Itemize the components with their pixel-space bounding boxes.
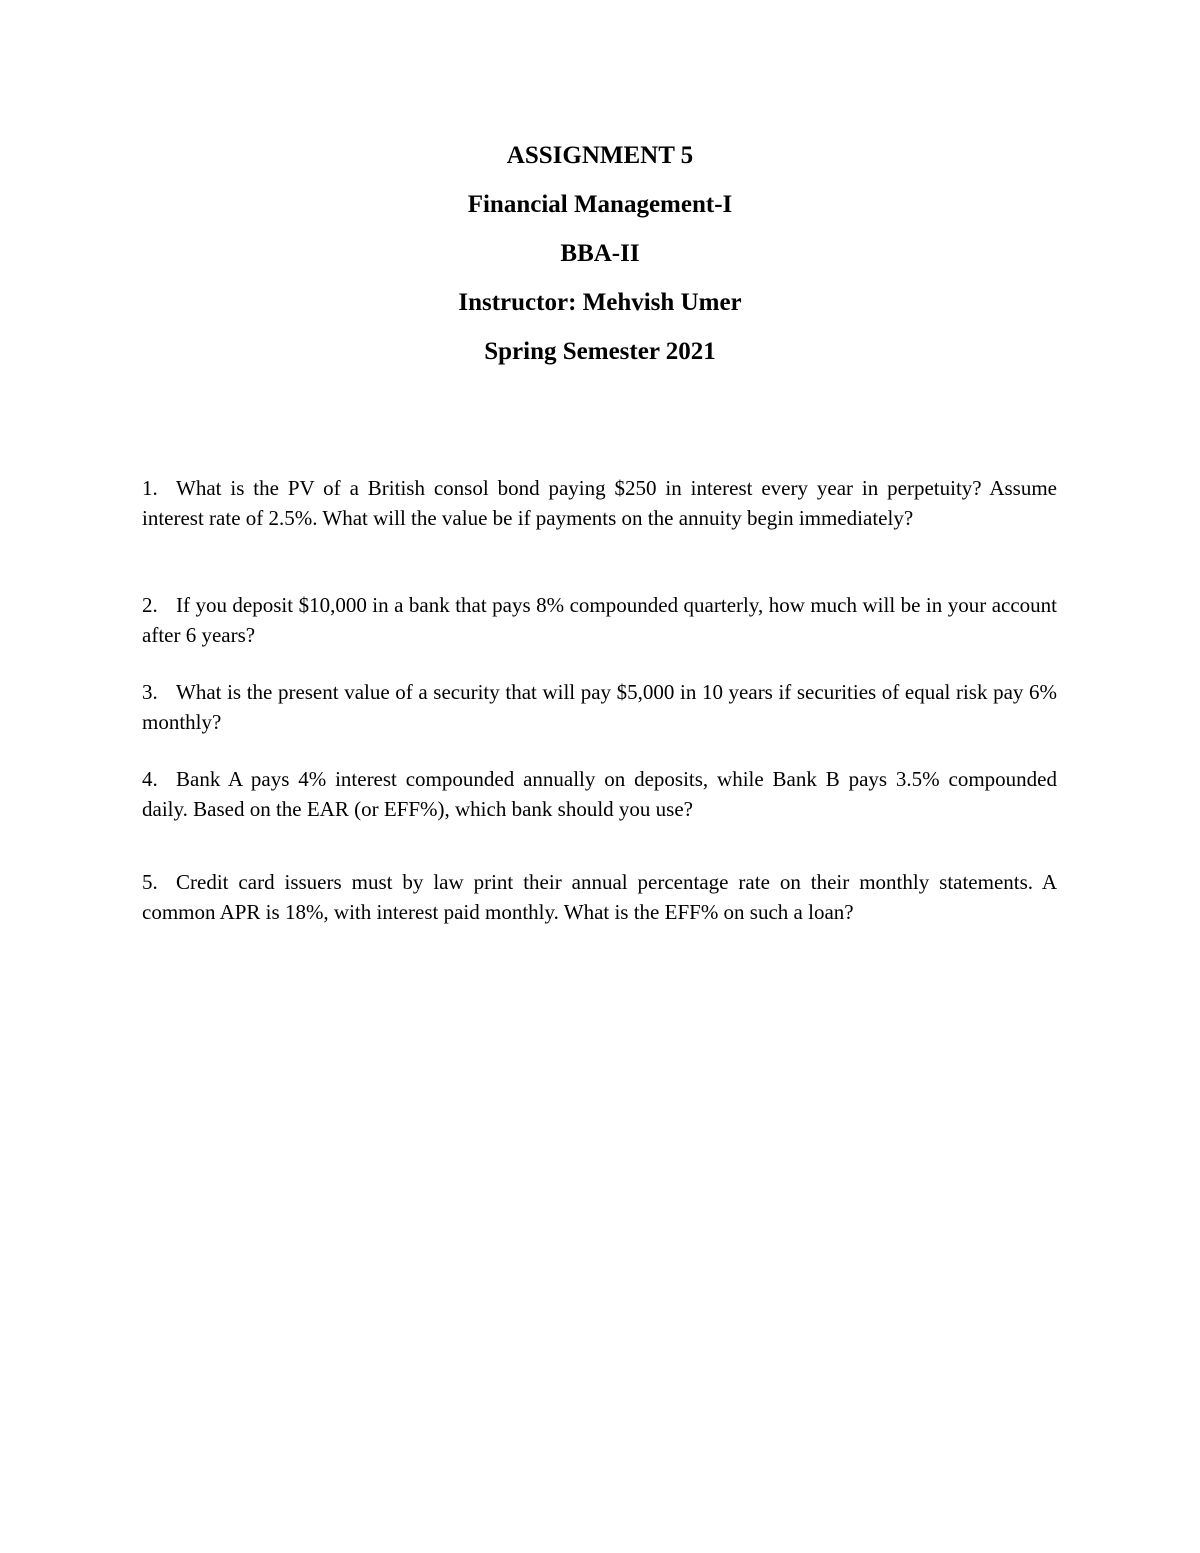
- question-text: Credit card issuers must by law print their annual percentage rate on their monthly statements. A common APR is 18%, with interest paid monthly. What is the EFF% on such a loan?: [142, 870, 1057, 924]
- question-5: [142, 867, 1057, 927]
- assignment-title: ASSIGNMENT 5: [506, 142, 694, 169]
- question-2: [142, 590, 1057, 650]
- question-3: [142, 677, 1057, 737]
- question-number: 3.: [142, 680, 158, 704]
- assignment-header: [0, 141, 1200, 386]
- instructor-name: Instructor: Mehvish Umer: [458, 289, 742, 316]
- question-number: 4.: [142, 767, 158, 791]
- program-name: BBA-II: [560, 240, 640, 267]
- question-text: If you deposit $10,000 in a bank that pays 8% compounded quarterly, how much will be in your account after 6 years?: [142, 593, 1057, 647]
- question-number: 1.: [142, 476, 158, 500]
- question-text: What is the present value of a security that will pay $5,000 in 10 years if securities of equal risk pay 6% monthly?: [142, 680, 1057, 734]
- question-text: What is the PV of a British consol bond paying $250 in interest every year in perpetuity? Assume interest rate of 2.5%. What will the value be if payments on the annuity begin immediately?: [142, 476, 1057, 530]
- question-number: 2.: [142, 593, 158, 617]
- question-1: [142, 473, 1057, 533]
- question-text: Bank A pays 4% interest compounded annually on deposits, while Bank B pays 3.5% compounded daily. Based on the EAR (or EFF%), which bank should you use?: [142, 767, 1057, 821]
- semester-label: Spring Semester 2021: [484, 338, 716, 365]
- course-name: Financial Management-I: [467, 191, 733, 218]
- question-4: [142, 764, 1057, 824]
- question-number: 5.: [142, 870, 158, 894]
